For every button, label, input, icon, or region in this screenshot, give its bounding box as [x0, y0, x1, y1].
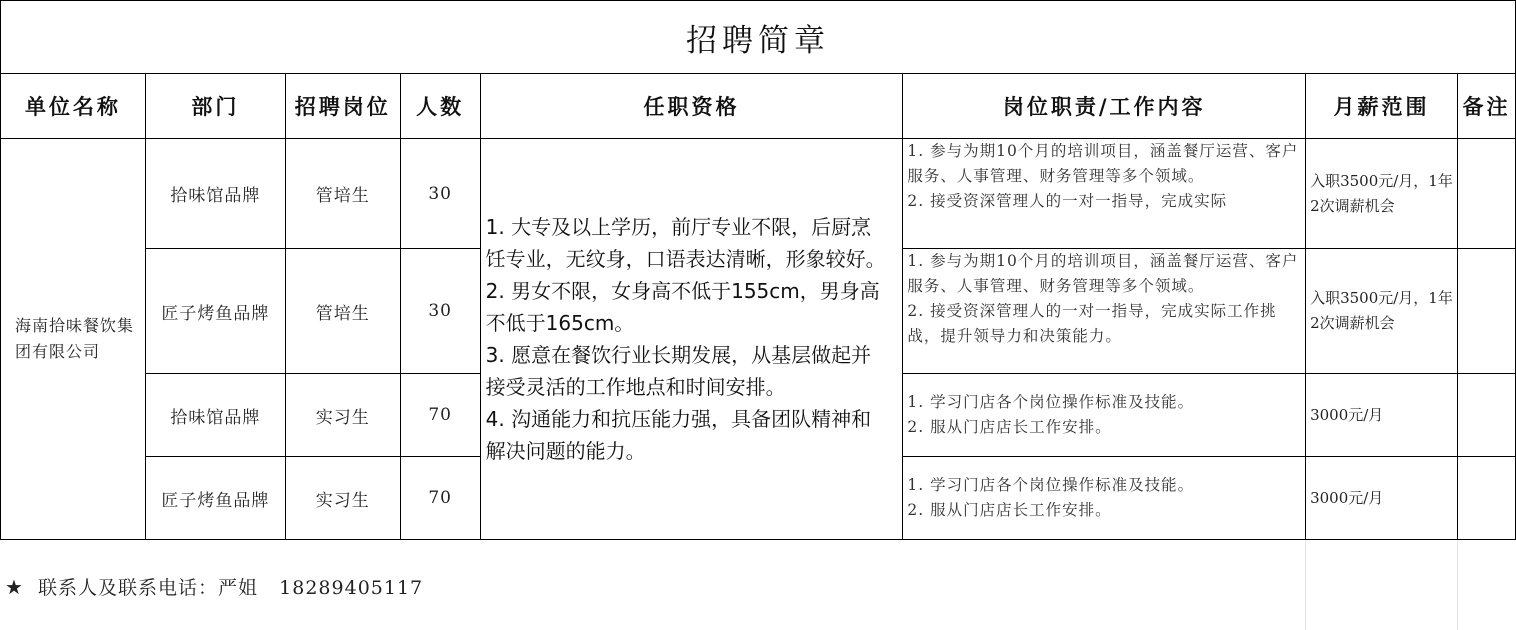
duty-item: 2. 服从门店店长工作安排。	[907, 418, 1112, 436]
salary-cell: 3000元/月	[1306, 374, 1458, 457]
duties-cell	[903, 139, 1306, 249]
sheet-title: 招聘简章	[1, 1, 1516, 74]
count-cell: 30	[400, 249, 480, 374]
count-cell: 70	[400, 374, 480, 457]
table-row	[1, 139, 1516, 249]
salary-cell: 入职3500元/月，1年2次调薪机会	[1306, 249, 1458, 374]
qualification-item: 4. 沟通能力和抗压能力强，具备团队精神和解决问题的能力。	[485, 407, 872, 463]
sheet-gridline	[1305, 540, 1306, 630]
header-row	[1, 74, 1516, 139]
duties-cell	[903, 374, 1306, 457]
duty-item: 1. 学习门店各个岗位操作标准及技能。	[907, 476, 1195, 494]
header-count: 人数	[400, 74, 480, 139]
count-cell: 30	[400, 139, 480, 249]
department-cell: 拾味馆品牌	[145, 139, 285, 249]
contact-line	[5, 573, 423, 600]
contact-phone: 18289405117	[279, 577, 424, 599]
qualification-item: 2. 男女不限，女身高不低于155cm，男身高不低于165cm。	[485, 279, 880, 335]
company-name: 海南拾味餐饮集团有限公司	[1, 139, 146, 540]
sheet-gridline	[1457, 540, 1458, 630]
duties-cell	[903, 249, 1306, 374]
duty-item: 2. 服从门店店长工作安排。	[907, 501, 1112, 519]
remark-cell	[1457, 457, 1515, 540]
duties-cell	[903, 457, 1306, 540]
salary-cell: 入职3500元/月，1年2次调薪机会	[1306, 139, 1458, 249]
qualification-item: 1. 大专及以上学历，前厅专业不限，后厨烹饪专业，无纹身，口语表达清晰，形象较好。	[485, 215, 886, 271]
remark-cell	[1457, 374, 1515, 457]
duty-item: 1. 参与为期10个月的培训项目，涵盖餐厅运营、客户服务、人事管理、财务管理等多个领域。	[907, 252, 1299, 295]
header-salary: 月薪范围	[1306, 74, 1458, 139]
header-remark: 备注	[1457, 74, 1515, 139]
duty-item: 2. 接受资深管理人的一对一指导，完成实际工作挑战，提升领导力和决策能力。	[907, 302, 1277, 345]
count-cell: 70	[400, 457, 480, 540]
remark-cell	[1457, 249, 1515, 374]
remark-cell	[1457, 139, 1515, 249]
duty-item: 1. 学习门店各个岗位操作标准及技能。	[907, 393, 1195, 411]
department-cell: 拾味馆品牌	[145, 374, 285, 457]
department-cell: 匠子烤鱼品牌	[145, 249, 285, 374]
header-unit-name: 单位名称	[1, 74, 146, 139]
contact-label: 联系人及联系电话：严姐	[38, 577, 259, 599]
position-cell: 管培生	[285, 249, 400, 374]
star-icon: ★	[5, 575, 24, 599]
qualifications-cell	[480, 139, 903, 540]
duty-item: 1. 参与为期10个月的培训项目，涵盖餐厅运营、客户服务、人事管理、财务管理等多个领域。	[907, 142, 1299, 185]
duty-item: 2. 接受资深管理人的一对一指导，完成实际	[907, 192, 1228, 210]
salary-cell: 3000元/月	[1306, 457, 1458, 540]
department-cell: 匠子烤鱼品牌	[145, 457, 285, 540]
header-duties: 岗位职责/工作内容	[903, 74, 1306, 139]
position-cell: 管培生	[285, 139, 400, 249]
qualification-item: 3. 愿意在餐饮行业长期发展，从基层做起并接受灵活的工作地点和时间安排。	[485, 343, 872, 399]
position-cell: 实习生	[285, 457, 400, 540]
header-qualifications: 任职资格	[480, 74, 903, 139]
position-cell: 实习生	[285, 374, 400, 457]
header-position: 招聘岗位	[285, 74, 400, 139]
header-department: 部门	[145, 74, 285, 139]
